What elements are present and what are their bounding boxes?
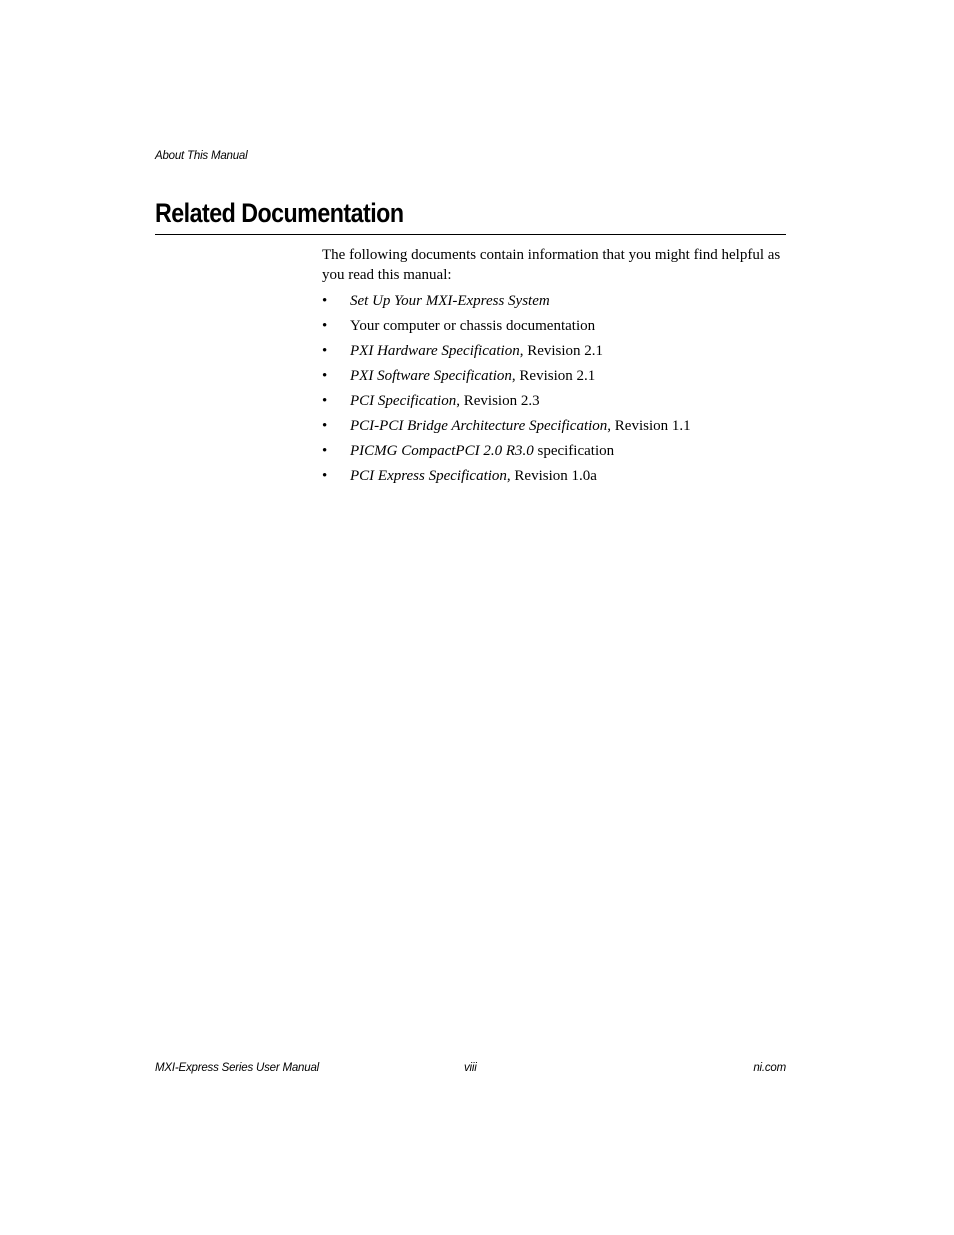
list-item <box>322 314 788 339</box>
section-heading: Related Documentation <box>155 198 404 228</box>
bullet-icon: • <box>322 368 328 384</box>
bullet-icon: • <box>322 418 328 434</box>
document-title: PCI Specification <box>350 393 457 409</box>
list-item <box>322 389 788 414</box>
list-item <box>322 289 788 314</box>
list-item <box>322 364 788 389</box>
document-title: PICMG CompactPCI 2.0 R3.0 <box>350 443 534 459</box>
document-suffix: , Revision 1.1 <box>607 418 691 434</box>
document-title: PXI Software Specification <box>350 368 512 384</box>
document-suffix: , Revision 2.1 <box>511 368 596 384</box>
section-body <box>322 246 788 489</box>
footer-page-number: viii <box>464 1062 477 1074</box>
bullet-icon: • <box>322 393 328 409</box>
list-item <box>322 414 788 439</box>
bullet-icon: • <box>322 468 328 484</box>
running-header: About This Manual <box>155 150 248 162</box>
bullet-icon: • <box>322 443 328 459</box>
document-title: PCI Express Specification <box>350 468 507 484</box>
document-title: PCI-PCI Bridge Architecture Specification <box>350 418 608 434</box>
list-item <box>322 439 788 464</box>
document-title: Set Up Your MXI-Express System <box>350 293 550 309</box>
document-title: PXI Hardware Specification <box>350 343 520 359</box>
footer-website: ni.com <box>753 1062 786 1074</box>
related-documents-list <box>322 289 788 489</box>
document-suffix: Your computer or chassis documentation <box>350 318 596 334</box>
document-suffix: , Revision 1.0a <box>506 468 597 484</box>
list-item <box>322 464 788 489</box>
heading-rule <box>155 234 786 235</box>
bullet-icon: • <box>322 293 328 309</box>
intro-paragraph: The following documents contain information that you might find helpful as you read this manual: <box>322 247 781 283</box>
list-item <box>322 339 788 364</box>
document-suffix: , Revision 2.1 <box>519 343 604 359</box>
footer-manual-name: MXI-Express Series User Manual <box>155 1062 319 1074</box>
bullet-icon: • <box>322 318 328 334</box>
document-suffix: , Revision 2.3 <box>456 393 540 409</box>
document-suffix: specification <box>533 443 615 459</box>
bullet-icon: • <box>322 343 328 359</box>
